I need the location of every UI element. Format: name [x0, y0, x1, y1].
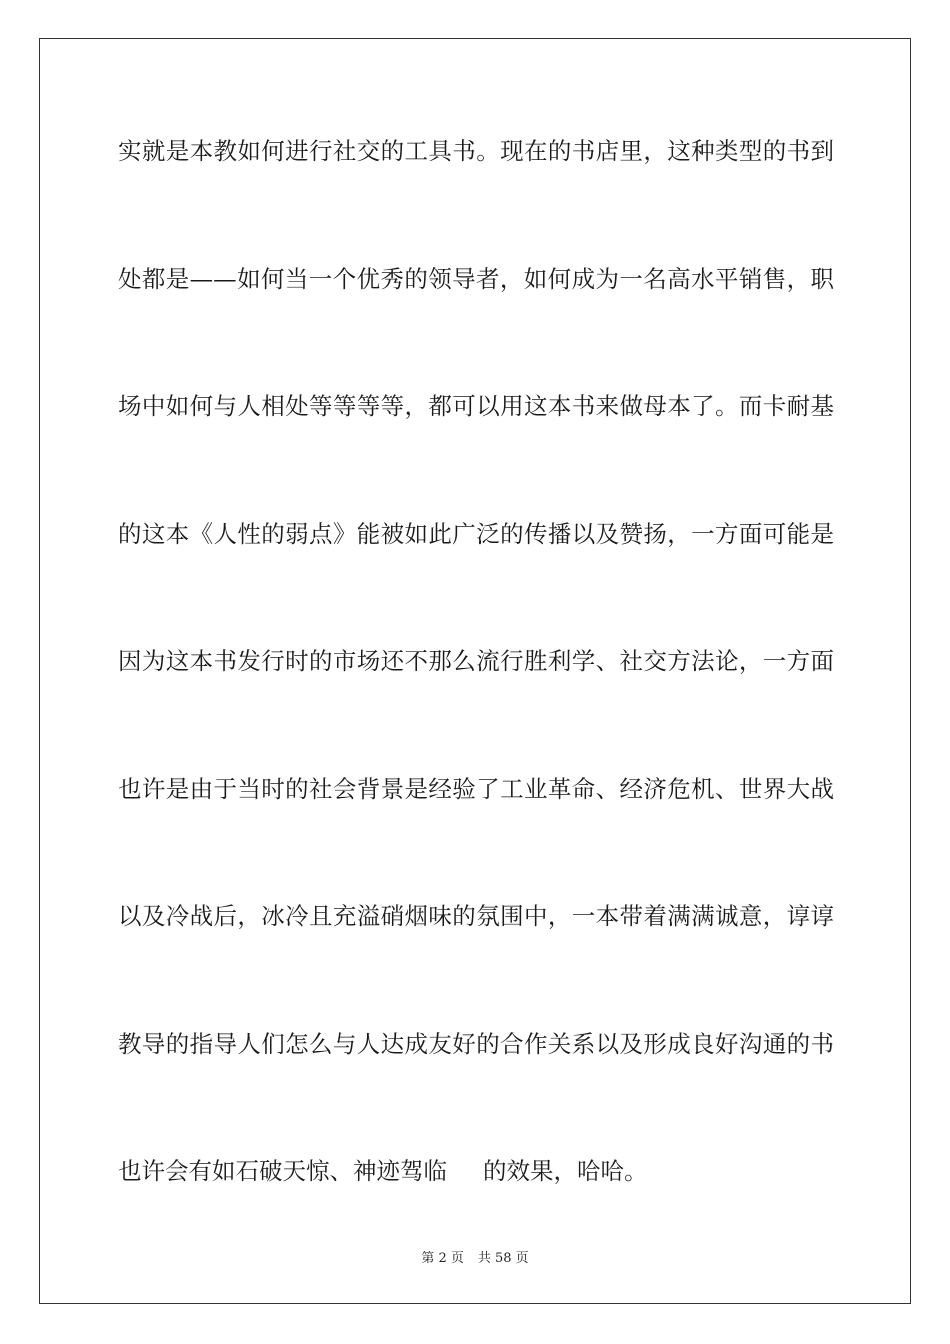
text-line: 教导的指导人们怎么与人达成友好的合作关系以及形成良好沟通的书 [118, 1029, 834, 1058]
text-line: 以及冷战后，冰冷且充溢硝烟味的氛围中，一本带着满满诚意，谆谆 [118, 902, 834, 930]
text-line: 的这本《人性的弱点》能被如此广泛的传播以及赞扬，一方面可能是 [118, 519, 834, 548]
last-line-start: 也许会有如石破天惊、神迹驾临 [118, 1157, 447, 1185]
last-line-end: 的效果，哈哈。 [483, 1157, 648, 1185]
text-line: 实就是本教如何进行社交的工具书。现在的书店里，这种类型的书到 [118, 137, 834, 165]
text-line: 因为这本书发行时的市场还不那么流行胜利学、社交方法论，一方面 [118, 647, 834, 675]
page-total: 共 58 页 [477, 1251, 529, 1266]
document-body [118, 130, 834, 1278]
text-line: 场中如何与人相处等等等等，都可以用这本书来做母本了。而卡耐基 [118, 392, 834, 420]
text-line: 也许是由于当时的社会背景是经验了工业革命、经济危机、世界大战 [118, 774, 834, 803]
text-line: 处都是——如何当一个优秀的领导者，如何成为一名高水平销售，职 [118, 264, 834, 293]
page-footer [0, 1247, 950, 1266]
page-number: 第 2 页 [421, 1251, 464, 1266]
text-line-last [118, 1150, 834, 1192]
